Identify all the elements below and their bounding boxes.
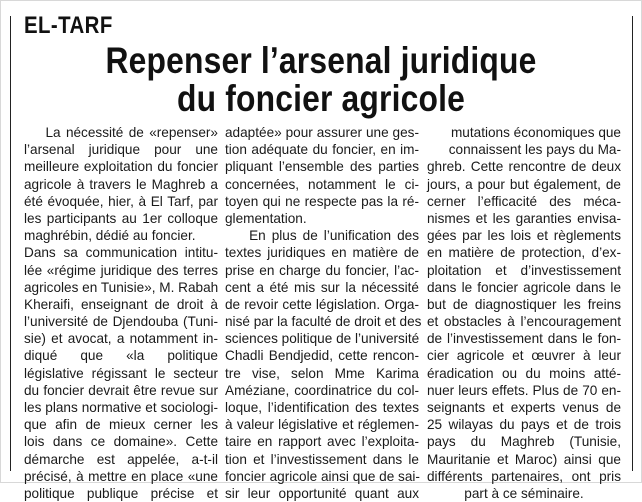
article-line: toyen qui ne respecte pas la ré- [225,193,419,209]
article-line: éradication ou du moins atté- [427,365,621,381]
article-line: été évoquée, hier, à El Tarf, par [24,193,218,209]
article-line: démarche est appelée, a-t-il [24,451,218,467]
article-line: textes juridiques en matière de [225,245,419,261]
article-line: Chadli Bendjedid, cette rencon- [225,348,419,364]
article-line: seignants et experts venus de [427,400,621,415]
article-line: en matière de protection, d’ex- [427,245,621,261]
article-line: nuer leurs effets. Plus de 70 en- [427,382,621,398]
article-line: politique publique précise et [24,485,218,501]
article-line: loque, l’identification des textes [225,400,419,415]
article-line: sir leur opportunité quant aux [225,485,419,501]
article-line: gées par les lois et règlements [427,228,621,244]
article-line: diqué que «la politique [24,348,218,364]
article-line: du foncier devrait être revue sur [24,382,218,398]
article-column-2 [225,124,422,502]
article-line: ploitation et d’investissement [427,262,621,278]
article-line: meilleure exploitation du foncier [24,159,218,175]
article-line: sie) et avocat, a notamment in- [24,331,218,347]
article-line: l’université de Djendouba (Tuni- [24,314,218,330]
article-line: prise en charge du foncier, l’ac- [225,262,419,278]
article-line: La nécessité de «repenser» [24,125,218,140]
article-line: nismes et les garanties envisa- [427,210,621,226]
article-column-3 [427,124,621,502]
article-line: agricole à travers le Maghreb a [24,176,218,192]
article-line: Kheraifi, enseignant de droit à [24,296,218,312]
article-line: Améziane, coordinatrice du col- [225,382,419,398]
article-line: mutations économiques que [450,125,621,140]
article-line: pliquant l’ensemble des parties [225,159,419,175]
article-line: pays du Maghreb (Tunisie, [427,434,621,450]
article-line: En plus de l’unification des [225,228,419,244]
article-line: dans le foncier agricole dans le [427,279,621,295]
article-line: jours, a pour but également, de [427,176,621,192]
headline-line-2: du foncier agricole [177,78,465,119]
article-line: législative régissant le secteur [24,365,218,381]
article-line: adaptée» pour assurer une ges- [225,125,419,140]
article-line: et obstacles à l’encouragement [427,314,621,330]
article-line: ghreb. Cette rencontre de deux [427,159,621,175]
article-line: l’arsenal juridique pour une [24,142,218,158]
article-line: les participants au 1er colloque [24,210,218,226]
article-line: que afin de mieux cerner les [24,417,218,433]
article-line: de l’investissement dans le fon- [427,331,621,347]
article-line: Mauritanie et Maroc) ainsi que [427,451,621,467]
article-line: agricoles en Tunisie», M. Rabah [24,279,219,295]
article-line: tion adéquate du foncier, en im- [225,142,419,158]
article-line: cerner l’efficacité des méca- [427,193,621,209]
article-line: sciences politique de l’université [225,331,420,347]
article-line: maghrébin, dédié au foncier. [24,228,196,244]
section-rubric: EL-TARF [24,12,113,39]
article-line: lois dans ce domaine». Cette [24,434,218,450]
article-line: différents partenaires, ont pris [427,468,621,484]
article-line: foncier agricole ainsi que de sai- [225,468,420,484]
article-line: lée «régime juridique des terres [24,262,218,278]
article-headline [24,42,618,118]
article-line: les plans normative et sociologi- [24,400,218,415]
article-line: glementation. [225,210,307,226]
article-line: 25 wilayas du pays et de trois [427,417,621,433]
article-line: Dans sa communication intitu- [24,245,218,261]
right-column-rule [632,16,633,471]
article-line: cent a été mis sur la nécessité [225,279,419,295]
left-column-rule [10,16,11,471]
article-line: taire en rapport avec l’exploita- [225,434,419,450]
article-line: tion et l’investissement dans le [225,451,419,467]
article-line: tre vise, selon Mme Karima [225,365,419,381]
article-line: à valeur législative et réglemen- [225,417,419,433]
article-line: précisé, à mettre en place «une [24,468,218,484]
headline-line-1: Repenser l’arsenal juridique [105,40,537,81]
article-line: cier agricole et œuvrer à leur [427,348,621,364]
article-column-1 [24,124,218,502]
article-line: but de diagnostiquer les freins [427,296,621,312]
article-line: connaissent les pays du Ma- [448,142,621,158]
article-line: concernées, notamment le ci- [225,176,419,192]
article-line: nisé par la faculté de droit et des [225,314,422,330]
article-line: de revoir cette législation. Orga- [225,296,419,312]
article-line: part à ce séminaire. [464,485,584,501]
